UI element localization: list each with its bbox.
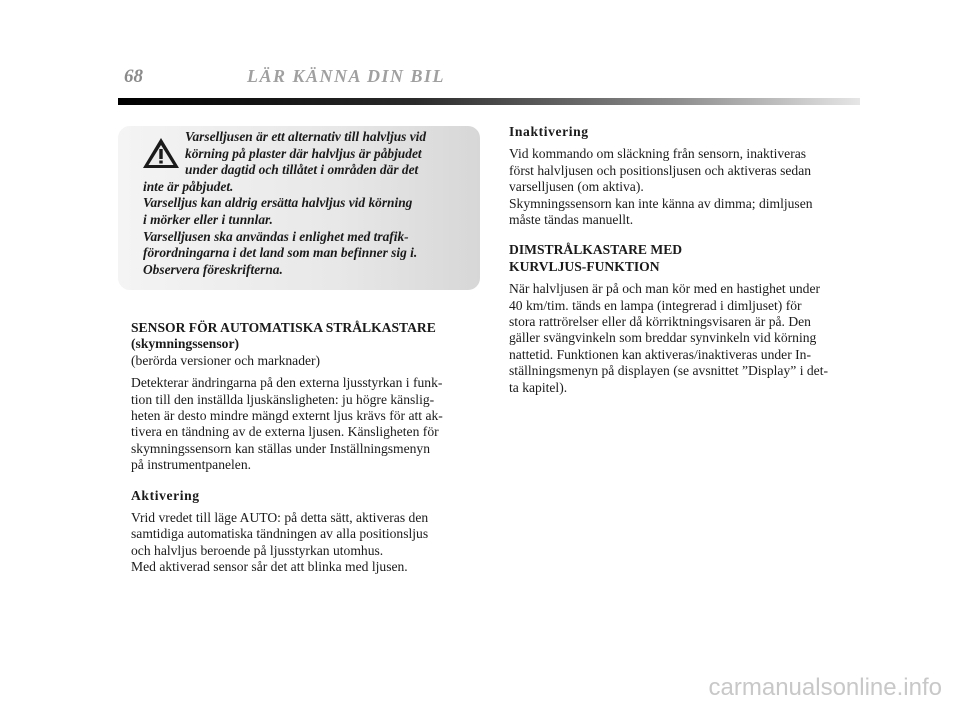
body-line: heten är desto mindre mängd externt ljus krävs för att ak- [131,408,443,424]
body-line: och halvljus beroende på ljusstyrkan utomhus. [131,542,384,558]
body-line: samtidiga automatiska tändningen av alla positionsljus [131,526,429,542]
warning-line: Varselljusen ska användas i enlighet med trafik- [143,228,409,244]
body-line: Vrid vredet till läge AUTO: på detta sätt, aktiveras den [131,510,429,526]
spacer [509,228,861,242]
body-line: på instrumentpanelen. [131,457,252,473]
fog-heading: DIMSTRÅLKASTARE MED [509,242,683,258]
body-line: Skymningssensorn kan inte känna av dimma; dimljusen [509,195,813,211]
activation-heading: Aktivering [131,487,200,503]
warning-line: körning på plaster där halvljus är påbjudet [185,145,422,161]
warning-line: Varselljusen är ett alternativ till halvljus vid [185,129,427,144]
header-rule [118,98,860,105]
warning-line: Varselljus kan aldrig ersätta halvljus vid körning [143,195,413,211]
body-line: gäller svängvinkeln som breddar synvinkeln vid körning [509,330,817,346]
body-line: Detekterar ändringarna på den externa ljusstyrkan i funk- [131,375,443,391]
watermark: carmanualsonline.info [708,674,942,701]
running-head: LÄR KÄNNA DIN BIL [247,66,446,86]
body-line: först halvljusen och positionsljusen och aktiveras sedan [509,162,812,178]
body-line: tivera en tändning av de externa ljusen. Känsligheten för [131,424,439,440]
body-line: ställningsmenyn på displayen (se avsnittet ”Display” i det- [509,363,829,379]
body-line: nattetid. Funktionen kan aktiveras/inaktiveras under In- [509,346,811,362]
fog-subheading: KURVLJUS-FUNKTION [509,258,660,274]
spacer [131,474,485,488]
body-line: Vid kommando om släckning från sensorn, inaktiveras [509,146,807,162]
body-line: 40 km/tim. tänds en lampa (integrerad i dimljuset) för [509,297,802,313]
warning-line: i mörker eller i tunnlar. [143,211,273,227]
body-line: tion till den inställda ljuskänsligheten: ju högre känslig- [131,391,435,407]
body-line: måste tändas manuellt. [509,212,634,228]
sensor-subheading: (skymningssensor) [131,336,240,352]
warning-line: förordningarna i det land som man befinner sig i. [143,245,418,261]
warning-line: Observera föreskrifterna. [143,261,283,277]
right-column [509,124,861,396]
warning-text [143,129,469,278]
left-column [131,320,485,576]
sensor-note: (berörda versioner och marknader) [131,352,321,368]
body-line: ta kapitel). [509,379,568,395]
page-number: 68 [124,66,143,87]
body-line: stora rattrörelser eller då körriktningsvisaren är på. Den [509,314,811,330]
sensor-heading: SENSOR FÖR AUTOMATISKA STRÅLKASTARE [131,320,436,335]
body-line: När halvljusen är på och man kör med en hastighet under [509,281,821,297]
deactivation-heading: Inaktivering [509,124,589,139]
body-line: skymningssensorn kan ställas under Inställningsmenyn [131,440,431,456]
warning-line: under dagtid och tillåtet i områden där det [185,162,419,178]
body-line: varselljusen (om aktiva). [509,179,644,195]
warning-line: inte är påbjudet. [143,178,234,194]
body-line: Med aktiverad sensor sår det att blinka med ljusen. [131,559,408,575]
